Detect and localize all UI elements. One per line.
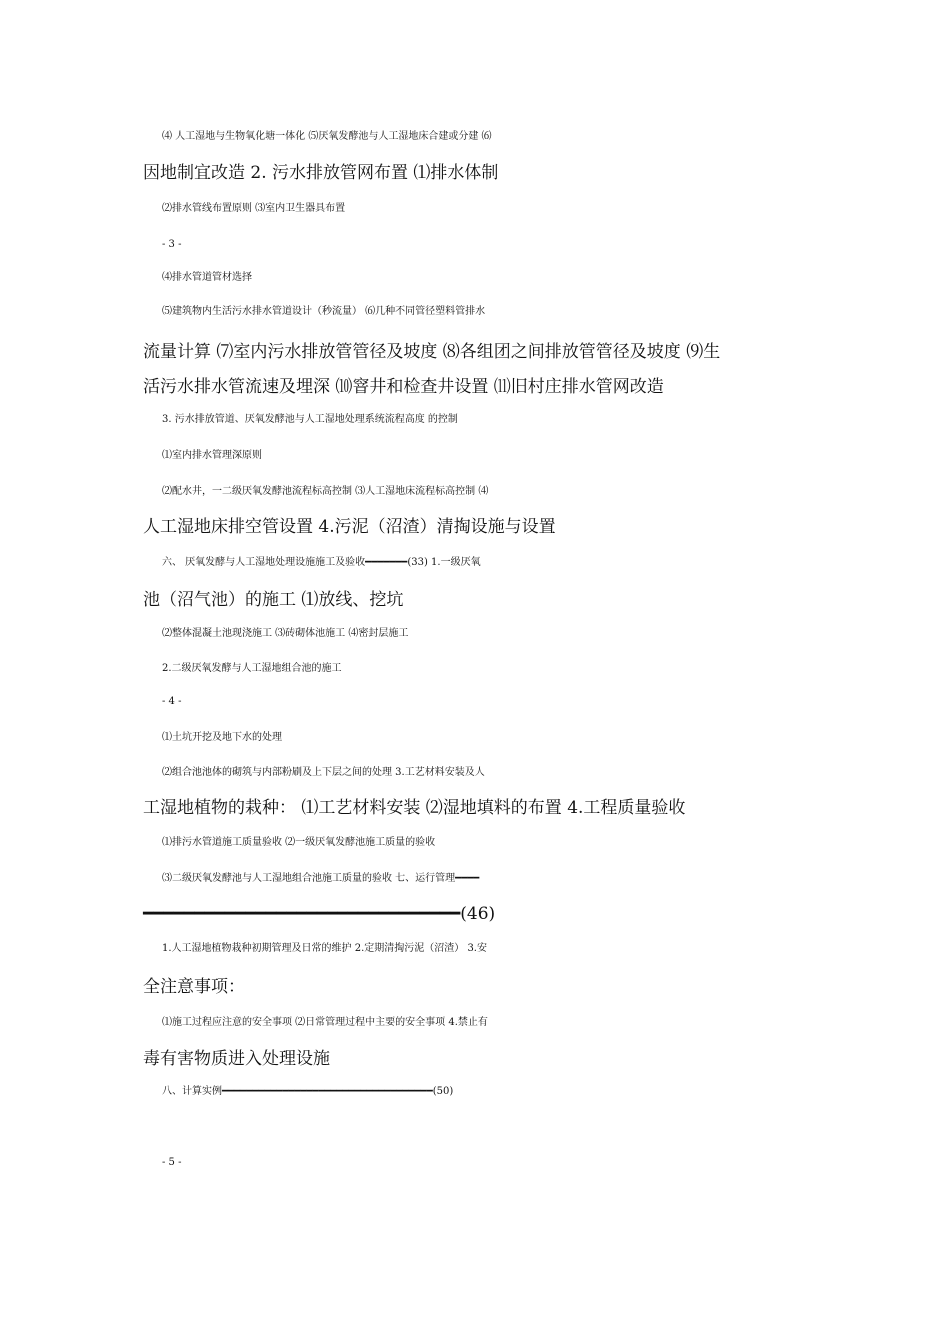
text-line: 1.人工湿地植物栽种初期管理及日常的维护 2.定期清掏污泥（沼渣） 3.安 [162,943,487,954]
text-line: ⑴土坑开挖及地下水的处理 [162,732,282,743]
text-line: 因地制宜改造 2. 污水排放管网布置 ⑴排水体制 [143,163,499,183]
text-line: ⑵排水管线布置原则 ⑶室内卫生器具布置 [162,203,346,214]
text-line: 人工湿地床排空管设置 4.污泥（沼渣）清掏设施与设置 [143,517,556,537]
text-line: ⑸建筑物内生活污水排水管道设计（秒流量） ⑹几种不同管径塑料管排水 [162,306,486,317]
page-number: - 4 - [162,696,182,707]
text-line: 工湿地植物的栽种： ⑴工艺材料安装 ⑵湿地填料的布置 4.工程质量验收 [143,798,686,818]
text-line: 3. 污水排放管道、厌氧发酵池与人工湿地处理系统流程高度 的控制 [162,414,458,425]
text-line: ⑷排水管道管材选择 [162,272,252,283]
text-line: 全注意事项： [143,977,245,997]
text-line: 池（沼气池）的施工 ⑴放线、挖坑 [143,590,404,610]
text-line: ⑷ 人工湿地与生物氧化塘一体化 ⑸厌氧发酵池与人工湿地床合建或分建 ⑹ [162,131,492,142]
text-line: ⑴室内排水管理深原则 [162,450,262,461]
text-line: ⑵组合池池体的砌筑与内部粉刷及上下层之间的处理 3.工艺材料安装及人 [162,767,485,778]
section-heading: 六、 厌氧发酵与人工湿地处理设施施工及验收━━━━━━━(33) 1.一级厌氧 [162,557,481,568]
page-number: - 5 - [162,1157,182,1168]
section-heading: ⑶二级厌氧发酵池与人工湿地组合池施工质量的验收 七、运行管理━━━━ [162,873,480,884]
section-heading: 八、计算实例━━━━━━━━━━━━━━━━━━━━━━━━━━━━━━━━━━━(50) [162,1086,454,1097]
text-line: ━━━━━━━━━━━━━━━━━━━━━━━━━━━━━━━(46) [143,904,496,924]
text-line: ⑴施工过程应注意的安全事项 ⑵日常管理过程中主要的安全事项 4.禁止有 [162,1017,488,1028]
text-line: ⑵配水井，一二级厌氧发酵池流程标高控制 ⑶人工湿地床流程标高控制 ⑷ [162,486,489,497]
text-line: 流量计算 ⑺室内污水排放管管径及坡度 ⑻各组团之间排放管管径及坡度 ⑼生 [143,342,721,362]
text-line: 活污水排水管流速及埋深 ⑽窨井和检查井设置 ⑾旧村庄排水管网改造 [143,377,664,397]
page-number: - 3 - [162,239,182,250]
text-line: 毒有害物质进入处理设施 [143,1049,330,1069]
text-line: ⑴排污水管道施工质量验收 ⑵一级厌氧发酵池施工质量的验收 [162,837,436,848]
text-line: ⑵整体混凝土池现浇施工 ⑶砖砌体池施工 ⑷密封层施工 [162,628,409,639]
text-line: 2.二级厌氧发酵与人工湿地组合池的施工 [162,663,342,674]
